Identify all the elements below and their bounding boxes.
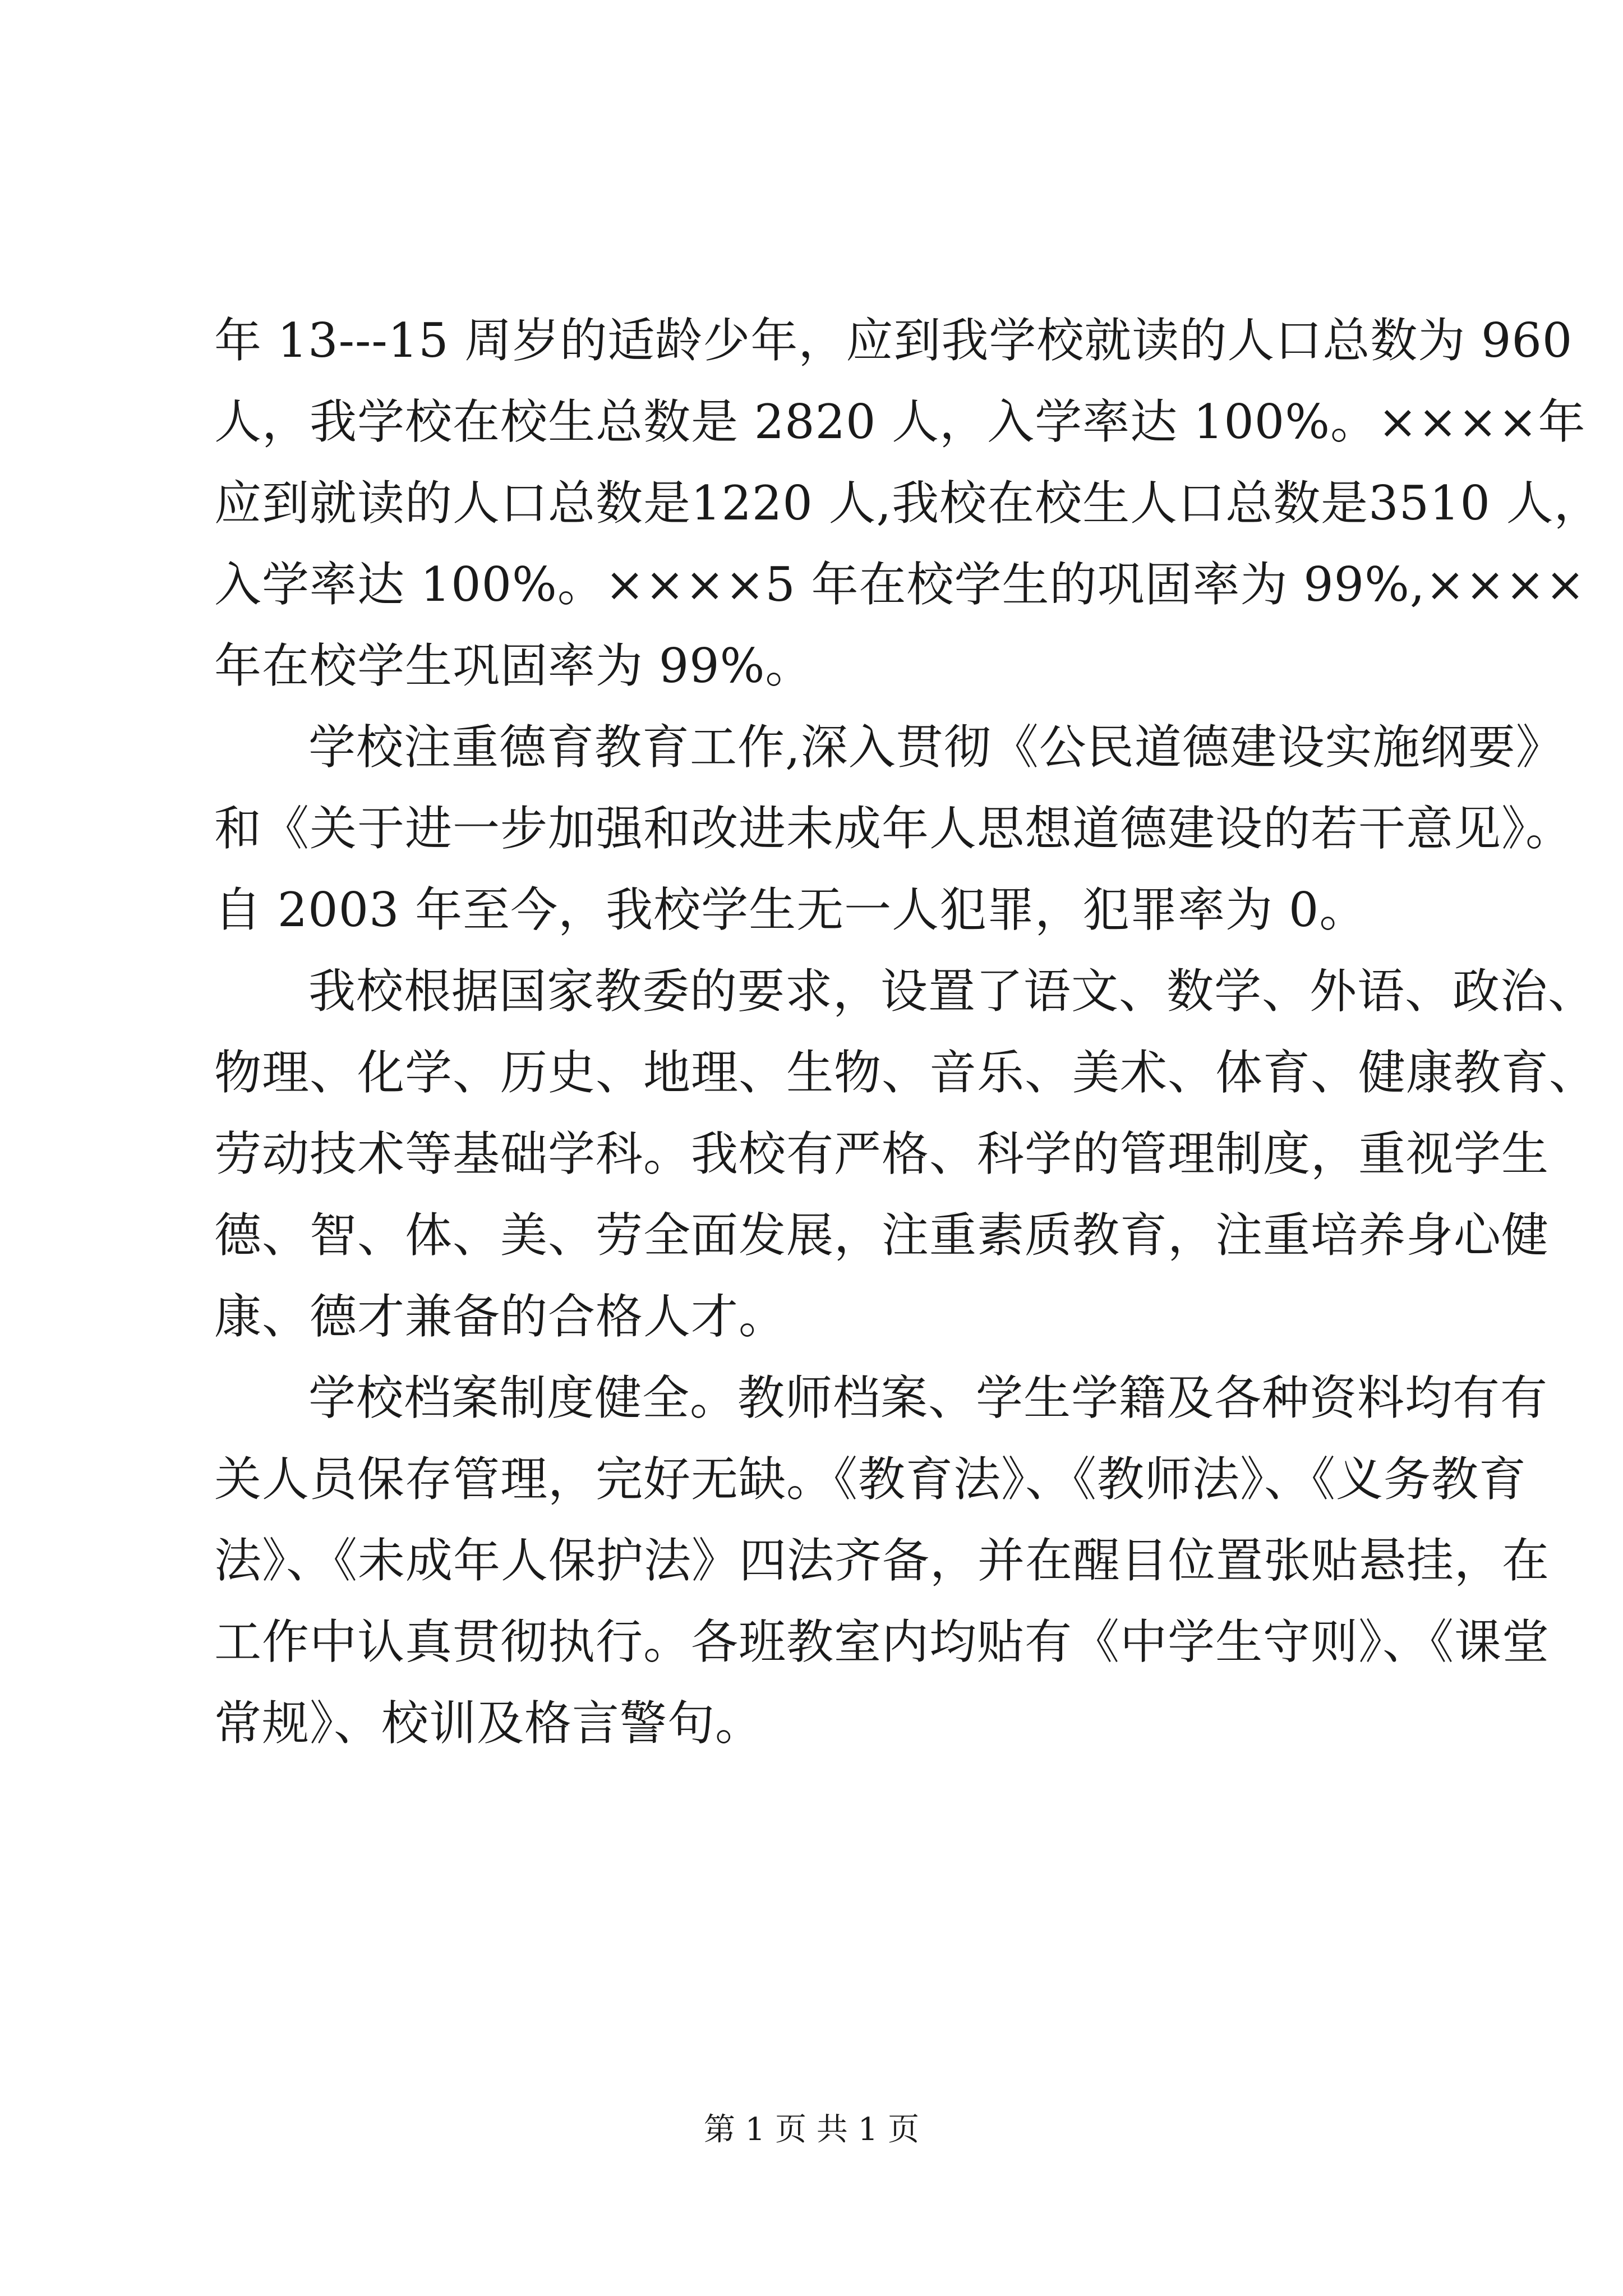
text-line: 常规》、校训及格言警句。 xyxy=(214,1696,763,1751)
text-line: 和《关于进一步加强和改进未成年人思想道德建设的若干意见》。 xyxy=(214,801,1574,856)
text-line: 应到就读的人口总数是1220 人,我校在校生人口总数是3510 人， xyxy=(214,476,1602,531)
text-line: 物理、化学、历史、地理、生物、音乐、美术、体育、健康教育、 xyxy=(214,1045,1597,1100)
text-line: 法》、《未成年人保护法》四法齐备，并在醒目位置张贴悬挂，在 xyxy=(214,1533,1550,1588)
text-line: 德、智、体、美、劳全面发展，注重素质教育，注重培养身心健 xyxy=(214,1208,1550,1263)
text-line: 学校注重德育教育工作,深入贯彻《公民道德建设实施纲要》 xyxy=(308,720,1564,775)
text-line: 年在校学生巩固率为 99%。 xyxy=(214,638,813,693)
paragraph-curriculum xyxy=(214,951,1597,1358)
text-line: 工作中认真贯彻执行。各班教室内均贴有《中学生守则》、《课堂 xyxy=(214,1614,1550,1669)
text-line: 关人员保存管理，完好无缺。《教育法》、《教师法》、《义务教育 xyxy=(214,1452,1527,1507)
text-line: 康、德才兼备的合格人才。 xyxy=(214,1289,787,1344)
paragraph-moral-education xyxy=(214,707,1574,951)
text-line: 人，我学校在校生总数是 2820 人，入学率达 100%。××××年 xyxy=(214,394,1586,449)
document-body xyxy=(214,300,1602,1764)
paragraph-enrollment xyxy=(214,300,1602,707)
text-line: 年 13---15 周岁的适龄少年，应到我学校就读的人口总数为 960 xyxy=(214,313,1573,368)
text-line: 学校档案制度健全。教师档案、学生学籍及各种资料均有有 xyxy=(308,1370,1548,1425)
page-number-footer: 第 1 页 共 1 页 xyxy=(703,2111,920,2148)
text-line: 劳动技术等基础学科。我校有严格、科学的管理制度，重视学生 xyxy=(214,1126,1550,1181)
paragraph-archives xyxy=(214,1358,1550,1764)
text-line: 自 2003 年至今，我校学生无一人犯罪，犯罪率为 0。 xyxy=(214,882,1367,937)
text-line: 入学率达 100%。××××5 年在校学生的巩固率为 99%,×××× xyxy=(214,557,1586,612)
text-line: 我校根据国家教委的要求，设置了语文、数学、外语、政治、 xyxy=(308,964,1596,1019)
